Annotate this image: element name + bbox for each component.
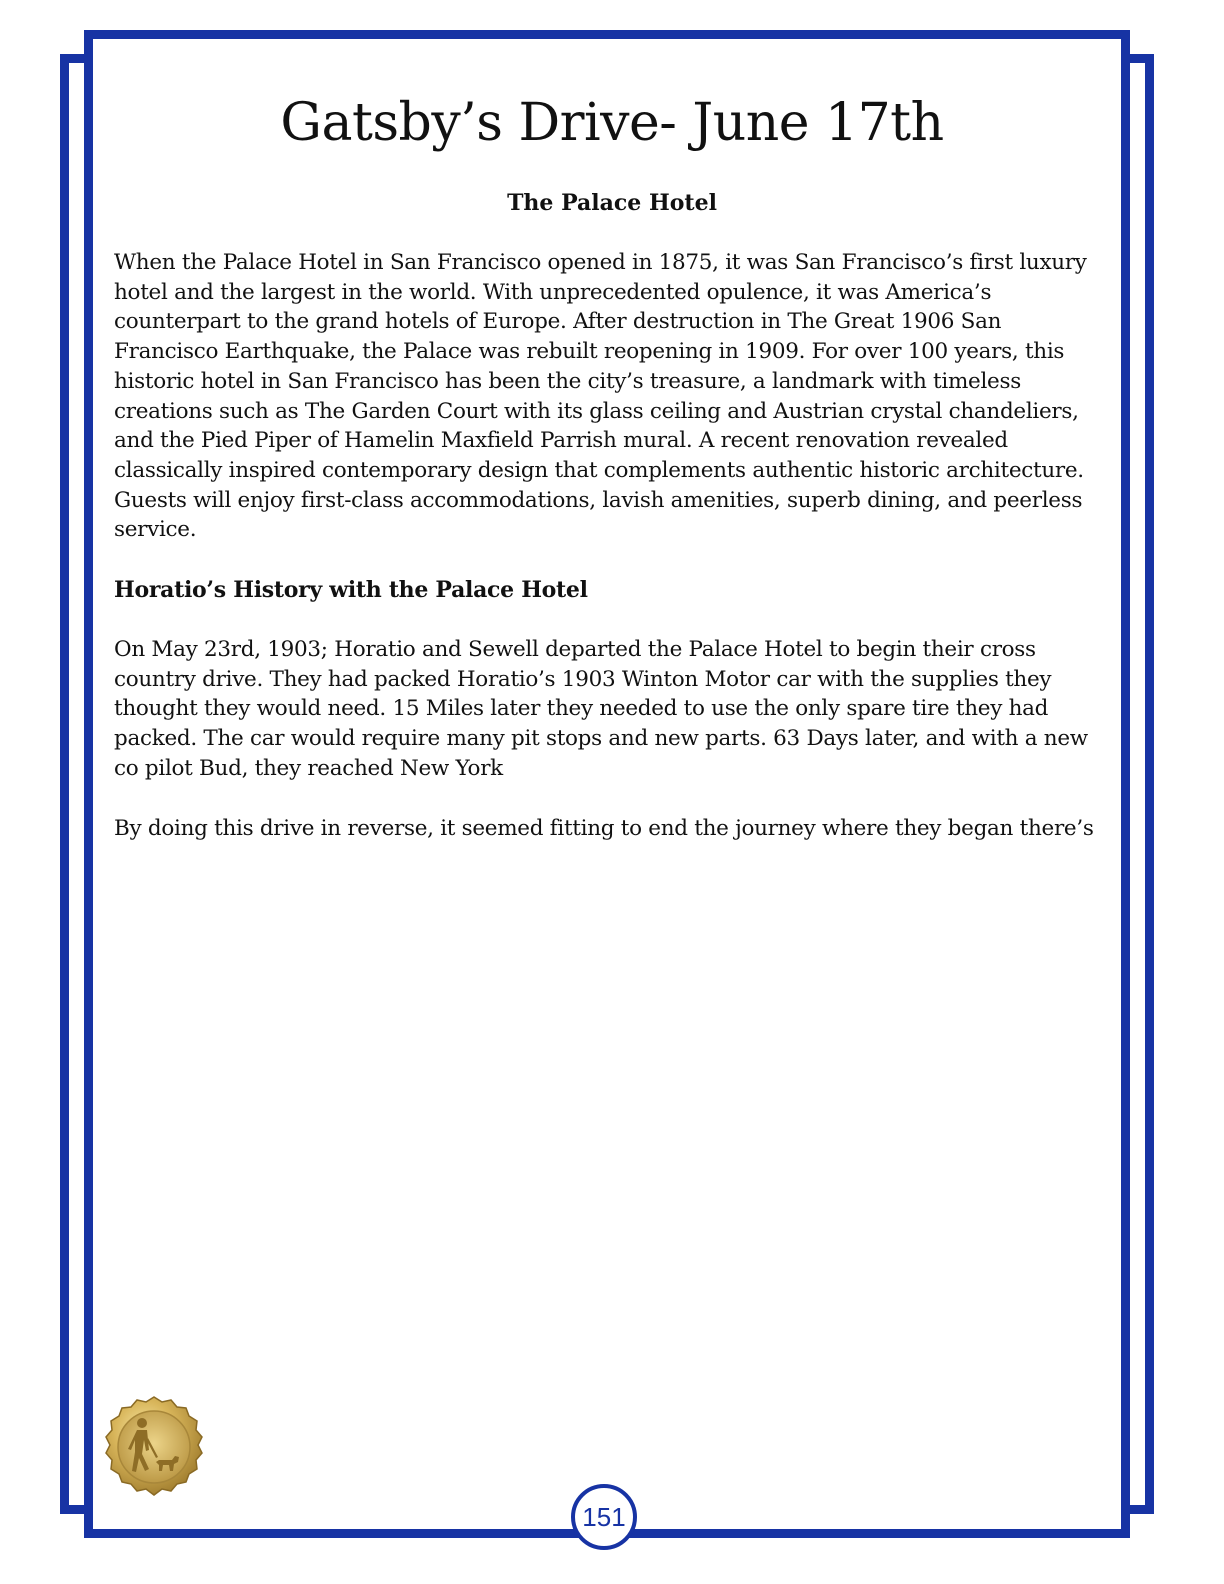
- gold-wax-seal-icon: [100, 1394, 208, 1502]
- page-content: [114, 248, 1104, 873]
- page-number-badge: 151: [571, 1484, 637, 1550]
- subheading-horatio-history: Horatio’s History with the Palace Hotel: [114, 577, 588, 604]
- paragraph-palace-hotel-history: When the Palace Hotel in San Francisco opened in 1875, it was San Francisco’s first luxury hotel and the largest in the world. With unprecedented opulence, it was America’s counterpart to the grand hotels of Europe. After destruction in The Great 1906 San Francisco Earthquake, the Palace was rebuilt reopening in 1909. For over 100 years, this historic hotel in San Francisco has been the city’s treasure, a landmark with timeless creations such as The Garden Court with its glass ceiling and Austrian crystal chandeliers, and the Pied Piper of Hamelin Maxfield Parrish mural. A recent renovation revealed classically inspired contemporary design that complements authentic historic architecture. Guests will enjoy first-class accommodations, lavish amenities, superb dining, and peerless service.: [114, 250, 1087, 543]
- paragraph-reverse-drive: By doing this drive in reverse, it seemed fitting to end the journey where they began there’s: [114, 815, 1094, 841]
- paragraph-horatio-drive: On May 23rd, 1903; Horatio and Sewell departed the Palace Hotel to begin their cross country drive. They had packed Horatio’s 1903 Winton Motor car with the supplies they thought they would need. 15 Miles later they needed to use the only spare tire they had packed. The car would require many pit stops and new parts. 63 Days later, and with a new co pilot Bud, they reached New York: [114, 637, 1088, 781]
- page-title: Gatsby’s Drive- June 17th: [280, 93, 944, 153]
- section-title: The Palace Hotel: [507, 190, 717, 216]
